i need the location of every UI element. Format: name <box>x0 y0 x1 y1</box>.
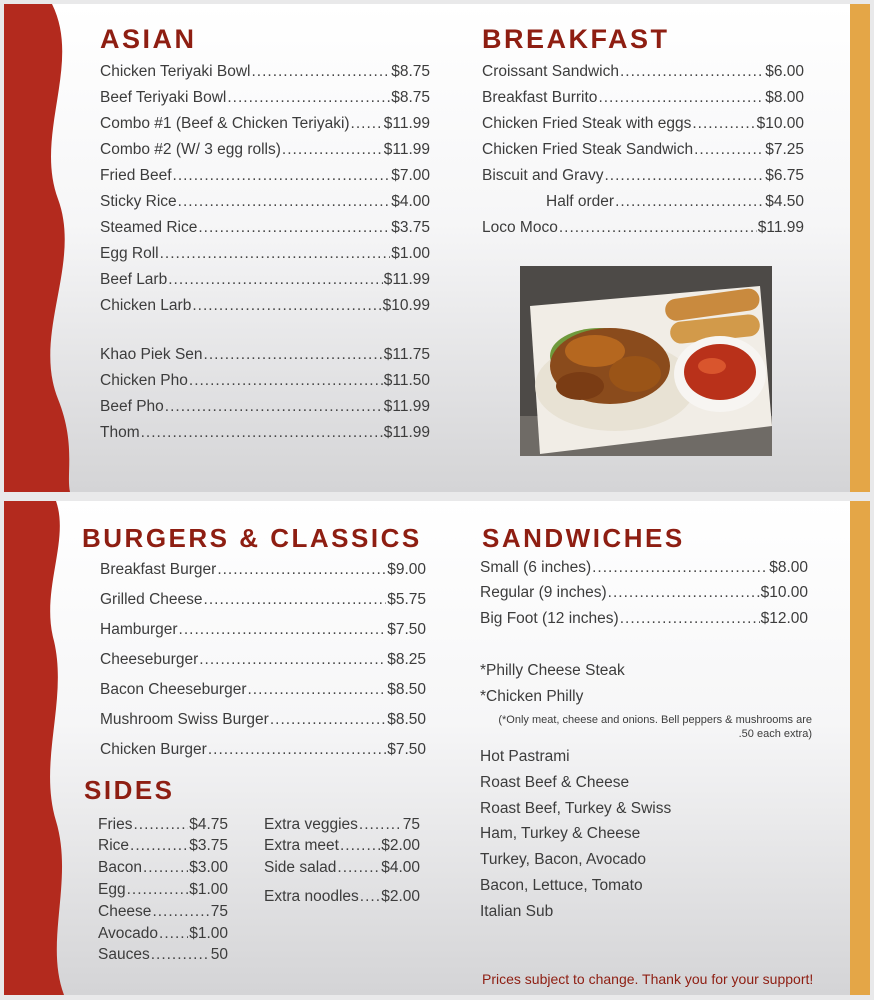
item-price: $10.99 <box>382 297 430 314</box>
red-wave-border <box>4 4 74 492</box>
item-name: Rice <box>98 837 130 854</box>
dot-leader <box>359 817 402 833</box>
item-name: Chicken Burger <box>100 741 207 758</box>
menu-item-row <box>100 64 430 80</box>
menu-item-row <box>100 742 426 758</box>
item-name: Bacon <box>98 859 142 876</box>
dot-leader <box>248 682 387 698</box>
dot-leader <box>168 272 383 288</box>
dot-leader <box>351 116 383 132</box>
menu-item-row <box>98 838 228 854</box>
menu-item-row <box>482 142 804 158</box>
dot-leader <box>598 90 764 106</box>
dot-leader <box>615 194 764 210</box>
item-price: $2.00 <box>381 837 420 854</box>
item-name: Khao Piek Sen <box>100 346 203 363</box>
menu-item-row <box>100 142 430 158</box>
item-price: $10.00 <box>756 115 804 132</box>
dot-leader <box>620 611 760 627</box>
menu-item-row <box>100 168 430 184</box>
item-name: Egg <box>98 881 126 898</box>
item-name: Beef Pho <box>100 398 164 415</box>
sandwich-list-item: Roast Beef & Cheese <box>480 774 630 791</box>
item-name: Fried Beef <box>100 167 172 184</box>
menu-item-row <box>100 592 426 608</box>
item-price: $1.00 <box>189 881 228 898</box>
item-price: $11.50 <box>383 372 430 389</box>
gold-side-bar <box>850 4 870 492</box>
gold-side-bar <box>850 501 870 995</box>
asian-heading: ASIAN <box>100 24 197 54</box>
item-price: 75 <box>402 816 420 833</box>
menu-item-row <box>100 622 426 638</box>
item-name: Biscuit and Gravy <box>482 167 604 184</box>
item-name: Steamed Rice <box>100 219 198 236</box>
dot-leader <box>208 742 386 758</box>
item-name: Small (6 inches) <box>480 559 592 576</box>
item-price: $2.00 <box>381 888 420 905</box>
item-name: Breakfast Burger <box>100 561 217 578</box>
item-price: $4.00 <box>391 193 430 210</box>
sandwich-list-item: Ham, Turkey & Cheese <box>480 825 641 842</box>
dot-leader <box>130 838 188 854</box>
item-price: $11.99 <box>383 398 430 415</box>
menu-panel-top <box>4 4 870 492</box>
item-name: Beef Teriyaki Bowl <box>100 89 227 106</box>
item-name: Chicken Larb <box>100 297 192 314</box>
dot-leader <box>608 585 760 601</box>
item-name: Chicken Fried Steak Sandwich <box>482 141 694 158</box>
menu-item-row <box>100 347 430 363</box>
item-price: $3.00 <box>189 859 228 876</box>
item-name: Breakfast Burrito <box>482 89 598 106</box>
food-photo <box>520 266 772 456</box>
item-price: $3.75 <box>189 837 228 854</box>
menu-item-row <box>100 682 426 698</box>
dot-leader <box>217 562 386 578</box>
item-name: Grilled Cheese <box>100 591 203 608</box>
menu-item-row <box>98 926 228 942</box>
item-name: Hamburger <box>100 621 178 638</box>
item-name: Extra veggies <box>264 816 358 833</box>
menu-item-row <box>480 611 808 627</box>
item-price: $8.00 <box>769 559 808 576</box>
item-price: $12.00 <box>760 610 808 627</box>
item-price: $3.75 <box>391 219 430 236</box>
item-price: $4.75 <box>189 816 228 833</box>
item-price: $6.00 <box>765 63 804 80</box>
dot-leader <box>133 817 188 833</box>
item-price: $8.50 <box>387 681 426 698</box>
item-name: Extra meet <box>264 837 339 854</box>
item-name: Sticky Rice <box>100 193 177 210</box>
dot-leader <box>151 947 210 963</box>
menu-item-row <box>98 947 228 963</box>
item-name: Chicken Pho <box>100 372 188 389</box>
menu-item-row <box>98 817 228 833</box>
dot-leader <box>189 373 383 389</box>
dot-leader <box>559 220 757 236</box>
item-price: $7.25 <box>765 141 804 158</box>
item-price: $8.00 <box>765 89 804 106</box>
item-price: $11.99 <box>757 219 804 236</box>
menu-item-row <box>480 585 808 601</box>
sides-heading: SIDES <box>84 775 175 805</box>
dot-leader <box>692 116 755 132</box>
menu-item-row <box>100 399 430 415</box>
dot-leader <box>127 882 189 898</box>
item-price: $11.99 <box>383 271 430 288</box>
menu-item-row <box>264 860 420 876</box>
item-price: $8.50 <box>387 711 426 728</box>
item-price: $8.25 <box>387 651 426 668</box>
item-price: $6.75 <box>765 167 804 184</box>
dot-leader <box>160 246 391 262</box>
item-name: Regular (9 inches) <box>480 584 607 601</box>
dot-leader <box>251 64 390 80</box>
note-line: .50 each extra) <box>738 728 812 740</box>
burgers-heading: BURGERS & CLASSICS <box>82 523 422 553</box>
item-price: $11.99 <box>383 115 430 132</box>
item-name: Thom <box>100 424 140 441</box>
sandwich-list-item: Roast Beef, Turkey & Swiss <box>480 800 672 817</box>
menu-item-row <box>100 425 430 441</box>
dot-leader <box>340 838 380 854</box>
footer-note: Prices subject to change. Thank you for your support! <box>482 971 814 987</box>
dot-leader <box>143 860 188 876</box>
dot-leader <box>165 399 383 415</box>
item-name: Cheeseburger <box>100 651 199 668</box>
item-name: Avocado <box>98 925 159 942</box>
item-price: $11.99 <box>383 424 430 441</box>
item-name: Beef Larb <box>100 271 168 288</box>
item-name: Egg Roll <box>100 245 159 262</box>
dot-leader <box>152 904 209 920</box>
item-name: Mushroom Swiss Burger <box>100 711 269 728</box>
item-name: Big Foot (12 inches) <box>480 610 619 627</box>
item-name: Side salad <box>264 859 337 876</box>
item-price: $7.00 <box>391 167 430 184</box>
item-name: Half order <box>546 193 615 210</box>
starred-item: *Chicken Philly <box>480 688 584 705</box>
sandwiches-heading: SANDWICHES <box>482 523 685 553</box>
menu-item-row <box>100 246 430 262</box>
item-price: 75 <box>210 903 228 920</box>
breakfast-heading: BREAKFAST <box>482 24 670 54</box>
item-price: $5.75 <box>387 591 426 608</box>
sandwich-list-item: Hot Pastrami <box>480 748 570 765</box>
menu-item-row <box>98 860 228 876</box>
item-name: Loco Moco <box>482 219 558 236</box>
menu-item-row <box>264 838 420 854</box>
dot-leader <box>620 64 764 80</box>
teriyaki-plate-image <box>520 266 772 456</box>
item-price: $7.50 <box>387 741 426 758</box>
item-price: 50 <box>210 946 228 963</box>
menu-item-row <box>100 562 426 578</box>
menu-item-row <box>546 194 804 210</box>
item-price: $1.00 <box>391 245 430 262</box>
dot-leader <box>204 592 387 608</box>
item-price: $8.75 <box>391 63 430 80</box>
item-name: Croissant Sandwich <box>482 63 619 80</box>
item-name: Extra noodles <box>264 888 359 905</box>
menu-item-row <box>482 116 804 132</box>
dot-leader <box>198 220 390 236</box>
menu-item-row <box>100 298 430 314</box>
dot-leader <box>282 142 383 158</box>
sandwich-note <box>464 713 812 741</box>
menu-item-row <box>264 817 420 833</box>
dot-leader <box>227 90 390 106</box>
menu-item-row <box>264 889 420 905</box>
dot-leader <box>592 560 768 576</box>
dot-leader <box>360 889 380 905</box>
dot-leader <box>179 622 387 638</box>
item-price: $10.00 <box>760 584 808 601</box>
menu-item-row <box>98 882 228 898</box>
menu-item-row <box>480 560 808 576</box>
item-name: Cheese <box>98 903 152 920</box>
item-price: $7.50 <box>387 621 426 638</box>
dot-leader <box>337 860 380 876</box>
menu-item-row <box>100 652 426 668</box>
item-price: $11.75 <box>383 346 430 363</box>
item-price: $4.50 <box>765 193 804 210</box>
item-name: Bacon Cheeseburger <box>100 681 247 698</box>
menu-item-row <box>98 904 228 920</box>
dot-leader <box>192 298 381 314</box>
item-name: Combo #1 (Beef & Chicken Teriyaki) <box>100 115 350 132</box>
starred-item: *Philly Cheese Steak <box>480 662 625 679</box>
menu-item-row <box>100 712 426 728</box>
dot-leader <box>270 712 386 728</box>
menu-item-row <box>100 194 430 210</box>
note-line: (*Only meat, cheese and onions. Bell peppers & mushrooms are <box>498 714 812 726</box>
item-name: Fries <box>98 816 133 833</box>
item-name: Chicken Fried Steak with eggs <box>482 115 692 132</box>
sandwich-list-item: Bacon, Lettuce, Tomato <box>480 877 643 894</box>
menu-item-row <box>482 168 804 184</box>
sandwich-list-item: Turkey, Bacon, Avocado <box>480 851 647 868</box>
item-price: $9.00 <box>387 561 426 578</box>
menu-item-row <box>482 64 804 80</box>
dot-leader <box>204 347 383 363</box>
menu-item-row <box>100 90 430 106</box>
item-price: $4.00 <box>381 859 420 876</box>
menu-item-row <box>482 220 804 236</box>
red-wave-border <box>4 501 74 995</box>
menu-item-row <box>100 116 430 132</box>
sandwich-list-item: Italian Sub <box>480 903 554 920</box>
menu-item-row <box>100 272 430 288</box>
dot-leader <box>604 168 764 184</box>
menu-item-row <box>100 373 430 389</box>
item-name: Combo #2 (W/ 3 egg rolls) <box>100 141 281 158</box>
dot-leader <box>199 652 386 668</box>
menu-panel-bottom <box>4 501 870 995</box>
item-price: $1.00 <box>189 925 228 942</box>
menu-item-row <box>100 220 430 236</box>
dot-leader <box>159 926 188 942</box>
menu-item-row <box>482 90 804 106</box>
item-price: $11.99 <box>383 141 430 158</box>
item-price: $8.75 <box>391 89 430 106</box>
dot-leader <box>694 142 764 158</box>
item-name: Chicken Teriyaki Bowl <box>100 63 251 80</box>
item-name: Sauces <box>98 946 150 963</box>
dot-leader <box>141 425 383 441</box>
dot-leader <box>178 194 391 210</box>
dot-leader <box>173 168 391 184</box>
